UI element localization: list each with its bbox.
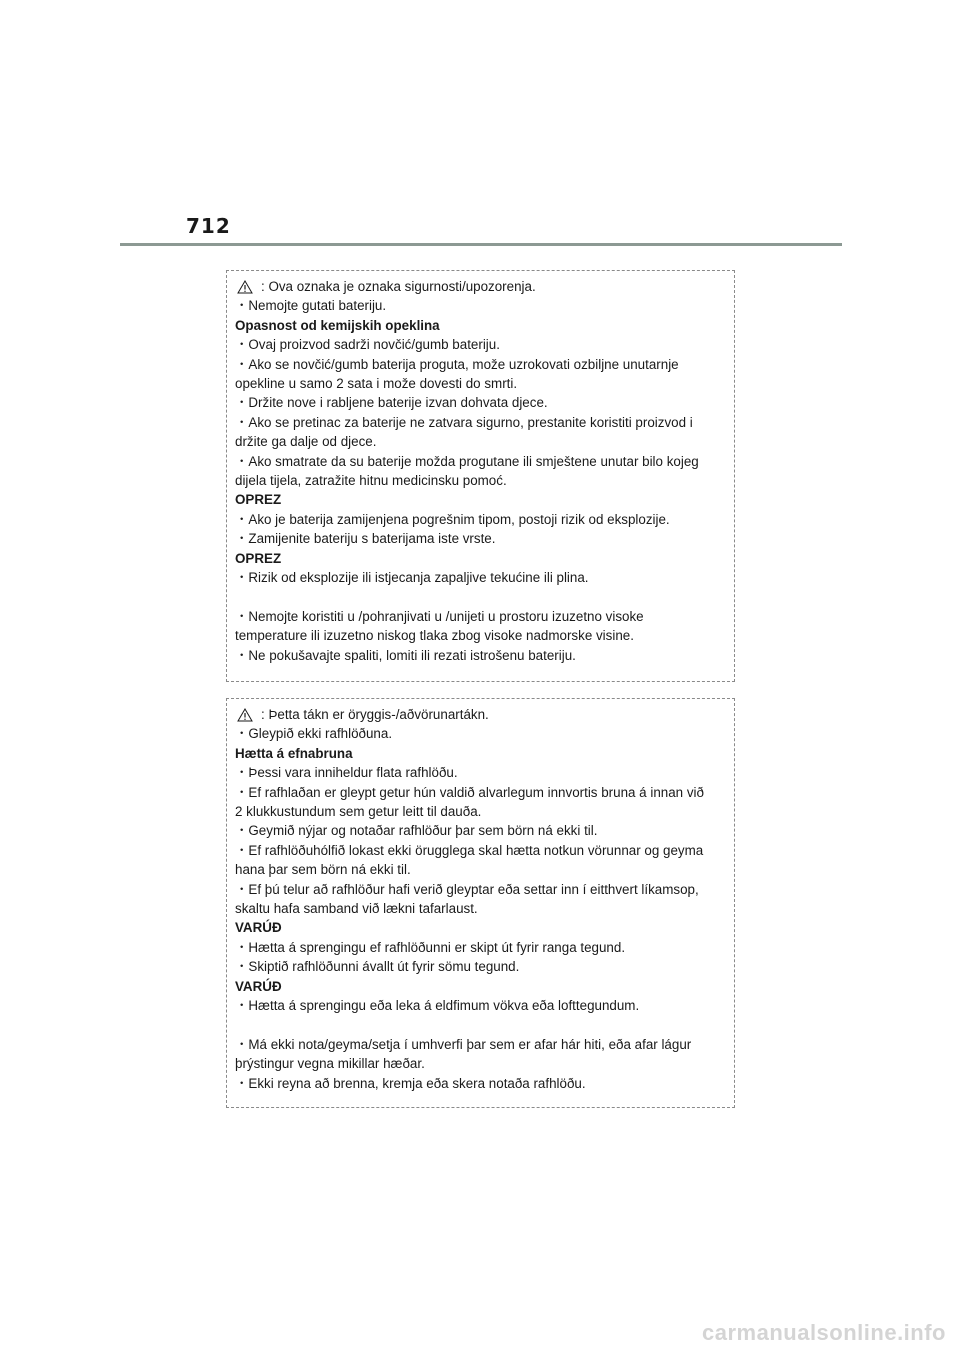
- text-line: hana þar sem börn ná ekki til.: [235, 862, 411, 878]
- text-line: temperature ili izuzetno niskog tlaka zbog visoke nadmorske visine.: [235, 628, 634, 644]
- heading-caution: VARÚÐ: [235, 920, 282, 936]
- text-line: ・Ef rafhlöðuhólfið lokast ekki örugglega skal hætta notkun vörunnar og geyma: [235, 842, 704, 858]
- text-line: skaltu hafa samband við lækni tafarlaust.: [235, 901, 478, 917]
- text-line: ・Ef rafhlaðan er gleypt getur hún valdið alvarlegum innvortis bruna á innan við: [235, 784, 704, 800]
- heading-chemical-burn: Hætta á efnabruna: [235, 745, 353, 761]
- text-line: ・Ako se pretinac za baterije ne zatvara sigurno, prestanite koristiti proizvod i: [235, 414, 693, 430]
- warning-box-croatian: [226, 270, 735, 682]
- header-rule: [120, 243, 842, 246]
- text-line: 2 klukkustundum sem getur leitt til dauða.: [235, 804, 482, 820]
- text-line: opekline u samo 2 sata i može dovesti do smrti.: [235, 376, 518, 392]
- site-watermark: carmanualsonline.info: [702, 1320, 946, 1345]
- text-line: ・Hætta á sprengingu eða leka á eldfimum vökva eða lofttegundum.: [235, 998, 640, 1014]
- text-line: ・Ako smatrate da su baterije možda progutane ili smještene unutar bilo kojeg: [235, 453, 699, 469]
- warning-box-icelandic: [226, 698, 735, 1108]
- text-line: ・Ef þú telur að rafhlöður hafi verið gleyptar eða settar inn í eitthvert líkamsop,: [235, 881, 699, 897]
- text-line: ・Þessi vara inniheldur flata rafhlöðu.: [235, 765, 458, 781]
- text-line: ・Rizik od eksplozije ili istjecanja zapaljive tekućine ili plina.: [235, 570, 589, 586]
- text-line: ・Nemojte gutati bateriju.: [235, 298, 387, 314]
- text-line: ・Zamijenite bateriju s baterijama iste vrste.: [235, 531, 496, 547]
- warning-title-line: [235, 705, 726, 724]
- page-number: 712: [186, 214, 231, 238]
- text-line: ・Má ekki nota/geyma/setja í umhverfi þar sem er afar hár hiti, eða afar lágur: [235, 1036, 692, 1052]
- heading-caution: OPREZ: [235, 550, 282, 566]
- text-line: ・Ovaj proizvod sadrži novčić/gumb bateriju.: [235, 337, 500, 353]
- text-line: ・Ekki reyna að brenna, kremja eða skera notaða rafhlöðu.: [235, 1075, 586, 1091]
- text-line: držite ga dalje od djece.: [235, 434, 377, 450]
- text-line: ・Geymið nýjar og notaðar rafhlöður þar sem börn ná ekki til.: [235, 823, 598, 839]
- heading-caution: OPREZ: [235, 492, 282, 508]
- text-line: ・Držite nove i rabljene baterije izvan dohvata djece.: [235, 395, 548, 411]
- text-line: ・Skiptið rafhlöðunni ávallt út fyrir sömu tegund.: [235, 959, 520, 975]
- heading-caution: VARÚÐ: [235, 978, 282, 994]
- warning-triangle-icon: [237, 280, 253, 294]
- warning-triangle-icon: [237, 708, 253, 722]
- text-line: ・Ako se novčić/gumb baterija proguta, može uzrokovati ozbiljne unutarnje: [235, 356, 679, 372]
- text-line: ・Ako je baterija zamijenjena pogrešnim tipom, postoji rizik od eksplozije.: [235, 511, 670, 527]
- text-line: ・Nemojte koristiti u /pohranjivati u /unijeti u prostoru izuzetno visoke: [235, 608, 644, 624]
- text-line: ・Hætta á sprengingu ef rafhlöðunni er skipt út fyrir ranga tegund.: [235, 939, 626, 955]
- text-line: ・Gleypið ekki rafhlöðuna.: [235, 726, 393, 742]
- warning-title: : Þetta tákn er öryggis-/aðvörunartákn.: [261, 707, 489, 722]
- heading-chemical-burn: Opasnost od kemijskih opeklina: [235, 317, 440, 333]
- text-line: þrýstingur vegna mikillar hæðar.: [235, 1056, 425, 1072]
- warning-title-line: [235, 277, 726, 296]
- text-line: dijela tijela, zatražite hitnu medicinsku pomoć.: [235, 473, 507, 489]
- warning-title: : Ova oznaka je oznaka sigurnosti/upozorenja.: [261, 279, 536, 294]
- text-line: ・Ne pokušavajte spaliti, lomiti ili rezati istrošenu bateriju.: [235, 647, 576, 663]
